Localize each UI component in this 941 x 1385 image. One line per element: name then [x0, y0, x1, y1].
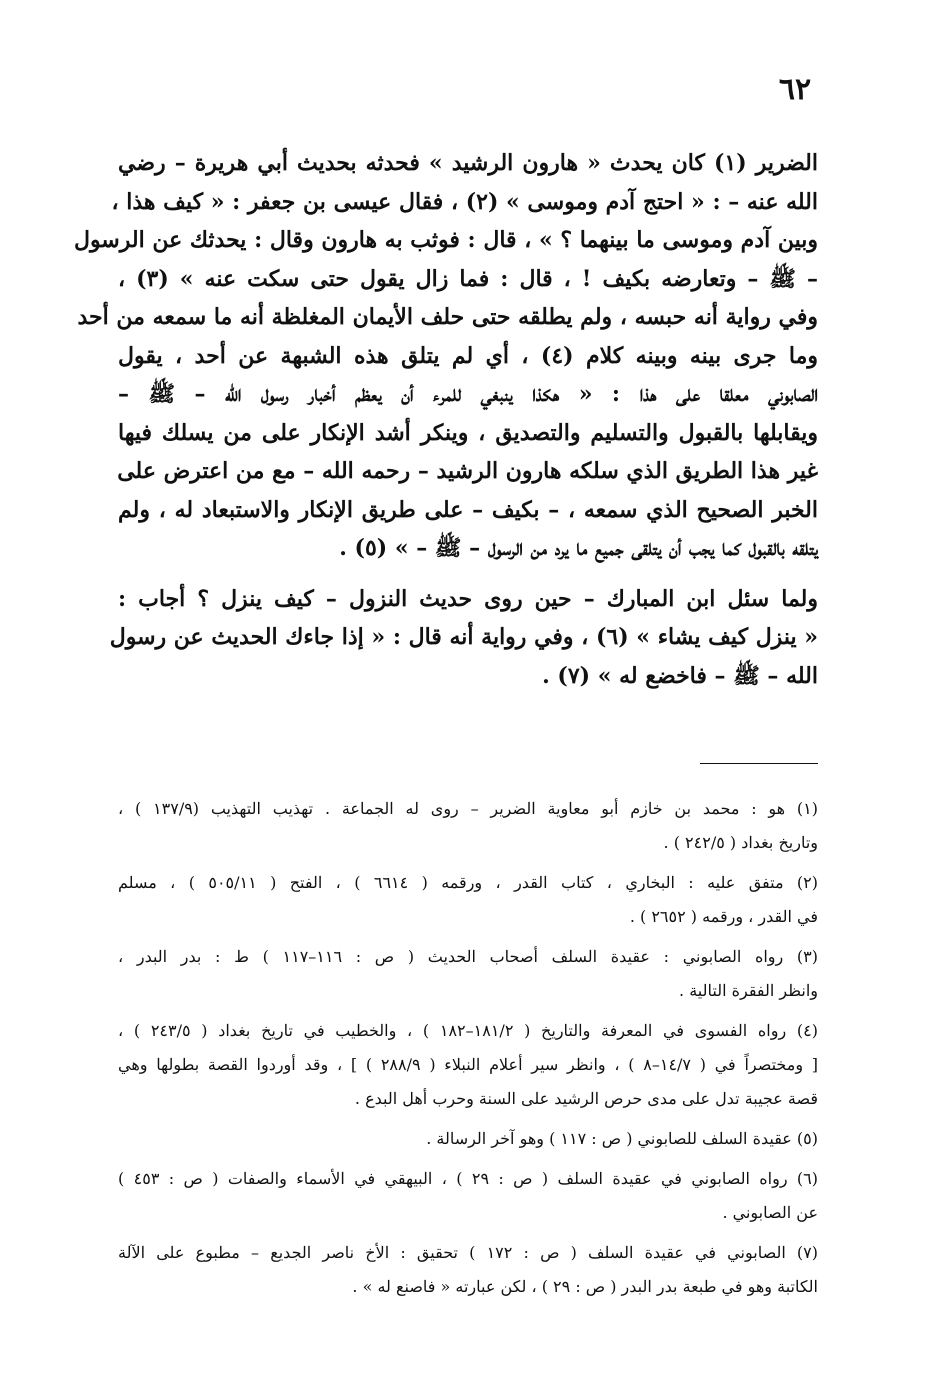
page-number: ٦٢ [778, 72, 812, 107]
footnote-5 [118, 1122, 818, 1156]
main-paragraph-1 [73, 144, 819, 568]
footnote-line: وتاريخ بغداد ( ٢٤٢/٥ ) . [663, 833, 818, 852]
footnote-line: [ ومختصراً في ( ١٤/٧–٨ ) ، وانظر سير أعلام النبلاء ( ٢٨٨/٩ ) ] ، وقد أوردوا القصة بطولها وهي [118, 1055, 819, 1074]
footnote-line: (٤) رواه الفسوى في المعرفة والتاريخ ( ١٨١/٢–١٨٢ ) ، والخطيب في تاريخ بغداد ( ٢٤٣/٥ ) ، [118, 1021, 818, 1040]
main-line: الضرير (١) كان يحدث « هارون الرشيد » فحدثه بحديث أبي هريرة – رضي [118, 150, 818, 176]
main-paragraph-2 [109, 580, 818, 696]
main-line: الخبر الصحيح الذي سمعه ، – بكيف – على طريق الإنكار والاستبعاد له ، ولم [118, 496, 818, 523]
main-line: وبين آدم وموسى ما بينهما ؟ » ، قال : فوثب به هارون وقال : يحدثك عن الرسول [73, 227, 818, 253]
footnote-line: (٣) رواه الصابوني : عقيدة السلف أصحاب الحديث ( ص : ١١٦–١١٧ ) ط : بدر البدر ، [118, 947, 819, 966]
main-line: ولما سئل ابن المبارك – حين روى حديث النزول – كيف ينزل ؟ أجاب : [118, 585, 818, 612]
footnote-line: وانظر الفقرة التالية . [679, 981, 818, 1000]
footnote-7 [118, 1236, 818, 1304]
main-line: – ﷺ – وتعارضه بكيف ! ، قال : فما زال يقول حتى سكت عنه » (٣) ، [118, 265, 819, 292]
footnote-line: عن الصابوني . [722, 1203, 818, 1222]
footnote-line: الكاتبة وهو في طبعة بدر البدر ( ص : ٢٩ ) ، لكن عبارته « فاصنع له » . [352, 1277, 818, 1296]
main-line: وفي رواية أنه حبسه ، ولم يطلقه حتى حلف الأيمان المغلظة أنه ما سمعه من أحد [77, 304, 818, 330]
main-text [73, 144, 819, 695]
footnote-1 [118, 792, 818, 860]
footnote-line: قصة عجيبة تدل على مدى حرص الرشيد على السنة وحرب أهل البدع . [354, 1089, 818, 1108]
main-line: الله عنه – : « احتج آدم وموسى » (٢) ، فقال عيسى بن جعفر : « كيف هذا ، [111, 188, 818, 215]
main-line: غير هذا الطريق الذي سلكه هارون الرشيد – رحمه الله – مع من اعترض على [117, 458, 818, 484]
main-line: الصابوني معلقا على هذا : « هكذا ينبغي للمرء أن يعظم أخبار رسول الله – ﷺ – [118, 381, 818, 407]
footnotes [118, 792, 818, 1310]
footnote-separator [700, 763, 818, 764]
main-line: « ينزل كيف يشاء » (٦) ، وفي رواية أنه قال : « إذا جاءك الحديث عن رسول [109, 624, 818, 650]
main-line: يتلقه بالقبول كما يجب أن يتلقى جميع ما يرد من الرسول – ﷺ – » (٥) . [339, 535, 818, 561]
footnote-3 [118, 940, 818, 1008]
footnote-line: (١) هو : محمد بن خازم أبو معاوية الضرير – روى له الجماعة . تهذيب التهذيب (١٣٧/٩ ) ، [118, 799, 819, 818]
footnote-line: في القدر ، ورقمه ( ٢٦٥٢ ) . [629, 907, 818, 926]
main-line: وما جرى بينه وبينه كلام (٤) ، أي لم يتلق هذه الشبهة عن أحد ، يقول [118, 342, 819, 369]
footnote-2 [118, 866, 818, 934]
footnote-line: (٢) متفق عليه : البخاري ، كتاب القدر ، ورقمه ( ٦٦١٤ ) ، الفتح ( ٥٠٥/١١ ) ، مسلم [118, 873, 819, 892]
footnote-4 [118, 1014, 818, 1116]
footnote-line: (٧) الصابوني في عقيدة السلف ( ص : ١٧٢ ) تحقيق : الأخ ناصر الجديع – مطبوع على الآلة [118, 1243, 819, 1262]
main-line: الله – ﷺ – فاخضع له » (٧) . [542, 662, 818, 689]
footnote-line: (٦) رواه الصابوني في عقيدة السلف ( ص : ٢٩ ) ، البيهقي في الأسماء والصفات ( ص : ٤٥٣ ) [118, 1169, 819, 1188]
footnote-6 [118, 1162, 818, 1230]
footnote-line: (٥) عقيدة السلف للصابوني ( ص : ١١٧ ) وهو آخر الرسالة . [426, 1129, 818, 1148]
main-line: ويقابلها بالقبول والتسليم والتصديق ، وينكر أشد الإنكار على من يسلك فيها [118, 419, 818, 446]
